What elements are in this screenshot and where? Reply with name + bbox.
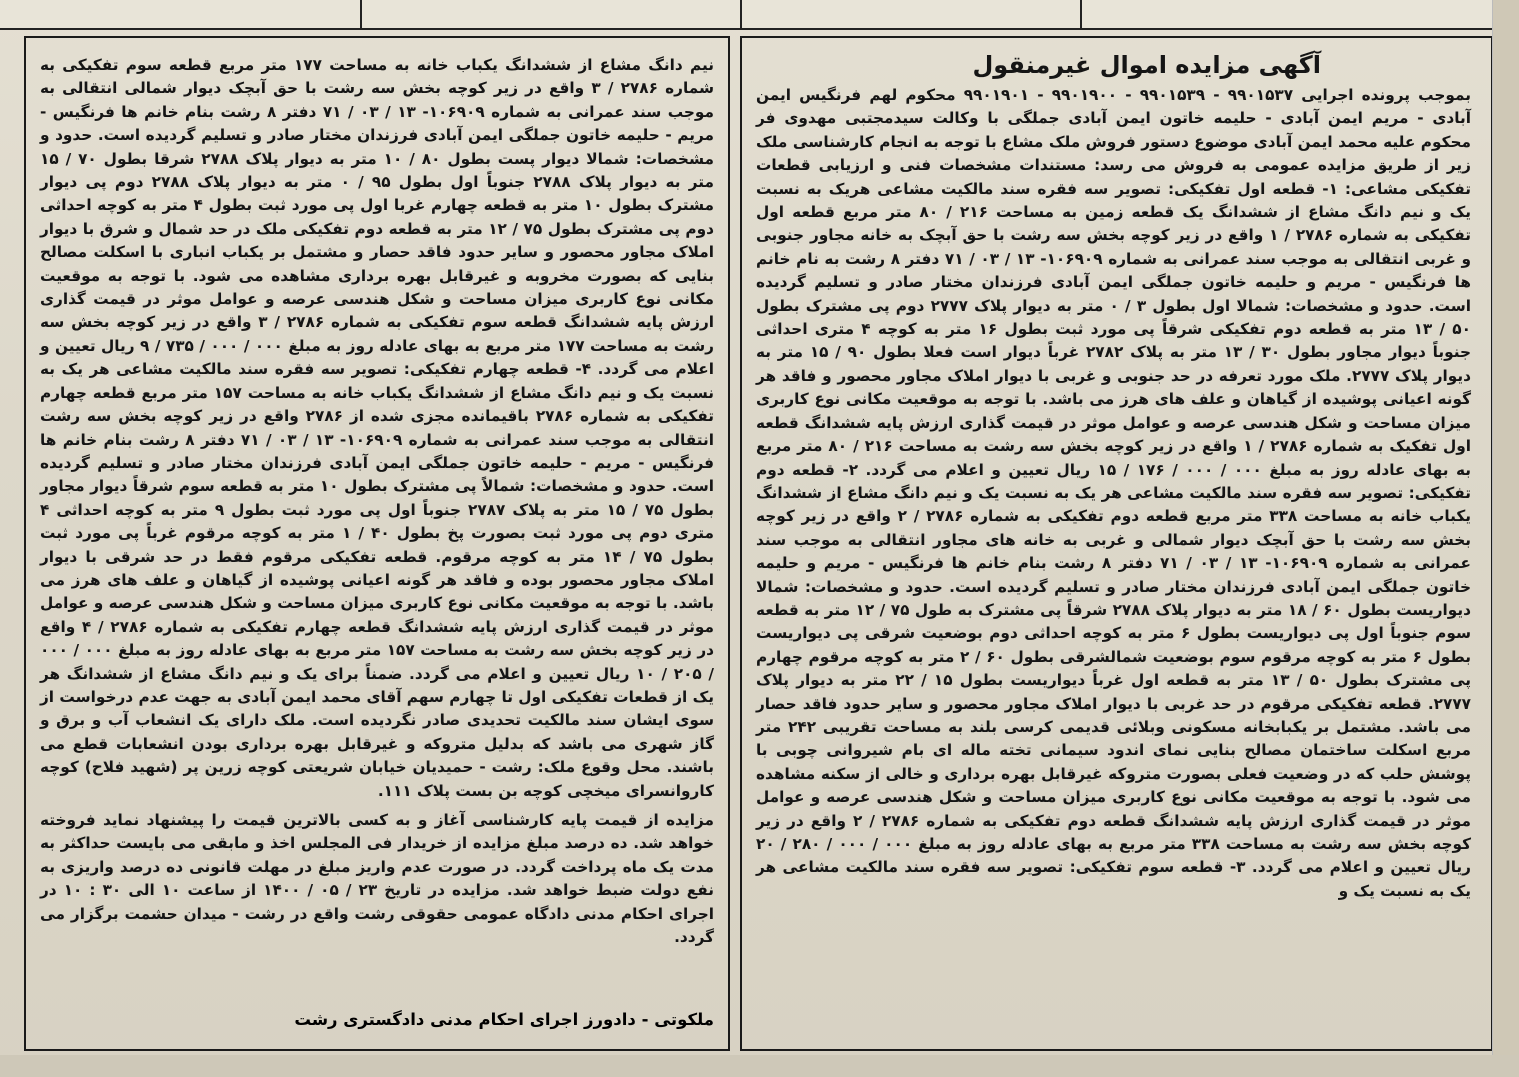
notice-title: آگهی مزایده اموال غیرمنقول (972, 51, 1321, 79)
left-column-text: نیم دانگ مشاع از ششدانگ یکباب خانه به مساحت ۱۷۷ متر مربع قطعه سوم تفکیکی به شماره ۲۷۸۶ / ۳ واقع در زیر کوچه بخش سه رشت با حق آبچک دیوار شمالی انتقالی به موجب سند عمرانی به شماره ۱۰۶۹۰۹- ۱۳ / ۰۳ / ۷۱ دفتر ۸ رشت بنام خانم ها فرنگیس - مریم - حلیمه خاتون جملگی ایمن آبادی فرزندان مختار صادر و تسلیم گردیده است. حدود و مشخصات: شمالا دیوار پست بطول ۸۰ / ۱۰ متر به دیوار پلاک ۲۷۸۸ شرقا بطول ۷۰ / ۱۵ متر به دیوار پلاک ۲۷۸۸ جنوباً اول بطول ۹۵ / ۰ متر به دیوار پلاک ۲۷۸۸ دوم پی دیوار مشترک بطول ۱۰ متر به قطعه چهارم غربا اول پی مورد ثبت بطول ۴ متر به کوچه احداثی دوم پی مشترک بطول ۷۵ / ۱۲ متر به قطعه دوم تفکیکی ملک در حد شمال و شرق با دیوار املاک مجاور محصور و سایر حدود فاقد حصار و مشتمل بر یکباب انباری با اسکلت مصالح بنایی که بصورت مخروبه و غیرقابل بهره برداری مشاهده می شود. با توجه به موقعیت مکانی نوع کاربری میزان مساحت و شکل هندسی عرصه و عوامل موثر در قیمت گذاری ارزش پایه ششدانگ قطعه سوم تفکیکی به شماره ۲۷۸۶ / ۳ واقع در زیر کوچه بخش سه رشت به مساحت ۱۷۷ متر مربع به بهای عادله روز به مبلغ ۰۰۰ / ۰۰۰ / ۷۳۵ / ۹ ریال تعیین و اعلام می گردد. ۴- قطعه چهارم تفکیکی: تصویر سه فقره سند مالکیت مشاعی هر یک به نسبت یک و نیم دانگ مشاع از ششدانگ یکباب خانه به مساحت ۱۵۷ متر مربع قطعه چهارم تفکیکی به شماره ۲۷۸۶ باقیمانده مجزی شده از ۲۷۸۶ واقع در زیر کوچه بخش سه رشت انتقالی به موجب سند عمرانی به شماره ۱۰۶۹۰۹- ۱۳ / ۰۳ / ۷۱ دفتر ۸ رشت بنام خانم ها فرنگیس - مریم - حلیمه خاتون جملگی ایمن آبادی فرزندان مختار صادر و تسلیم گردیده است. حدود و مشخصات: شمالاً پی مشترک بطول ۱۰ متر به قطعه سوم شرقاً دیوار مجاور بطول ۷۵ / ۱۵ متر به پلاک ۲۷۸۷ جنوباً اول پی مورد ثبت بطول ۹ متر به کوچه احداثی ۴ متری دوم پی مورد ثبت بصورت پخ بطول ۴۰ / ۱ متر به کوچه مرقوم غرباً پی مورد ثبت بطول ۷۵ / ۱۴ متر به کوچه مرقوم. قطعه تفکیکی مرقوم فقط در حد شرقی با دیوار املاک مجاور محصور بوده و فاقد هر گونه اعیانی پوشیده از گیاهان و علف های هرز می باشد. با توجه به موقعیت مکانی نوع کاربری میزان مساحت و شکل هندسی عرصه و عوامل موثر در قیمت گذاری ارزش پایه ششدانگ قطعه چهارم تفکیکی به شماره ۲۷۸۶ / ۴ واقع در زیر کوچه بخش سه رشت به مساحت ۱۵۷ متر مربع به بهای عادله روز به مبلغ ۰۰۰ / ۰۰۰ / ۲۰۵ / ۱۰ ریال تعیین و اعلام می گردد. ضمناً برای یک و نیم دانگ مشاع از ششدانگ هر یک از قطعات تفکیکی اول تا چهارم سهم آقای محمد ایمن آبادی به جهت عدم درخواست از سوی ایشان سند مالکیت تحدیدی صادر نگردیده است. ملک دارای یک انشعاب آب و برق و گاز شهری می باشد که بدلیل متروکه و غیرقابل بهره برداری بودن انشعابات قطع می باشند. محل وقوع ملک: رشت - حمیدیان خیابان شریعتی کوچه زرین پر (شهید فلاح) کوچه کاروانسرای میخچی کوچه بن بست پلاک ۱۱۱. (40, 56, 715, 800)
page-bottom-edge (0, 1055, 1519, 1077)
closing-text: مزایده از قیمت پایه کارشناسی آغاز و به کسی بالاترین قیمت را پیشنهاد نماید فروخته خواهد شد. ده درصد مبلغ مزایده از خریدار فی المجلس اخذ و مابقی می بایست حداکثر به مدت یک ماه پرداخت گردد. در صورت عدم واریز مبلغ در مهلت قانونی ده درصد واریزی به نفع دولت ضبط خواهد شد. مزایده در تاریخ ۲۳ / ۰۵ / ۱۴۰۰ از ساعت ۱۰ الی ۳۰ : ۱۰ در اجرای احکام مدنی دادگاه عمومی حقوقی رشت واقع در رشت - میدان حشمت برگزار می گردد. (40, 811, 714, 947)
right-column (742, 38, 1491, 1049)
right-column-text: بموجب پرونده اجرایی ۹۹۰۱۵۳۷ - ۹۹۰۱۵۳۹ - ۹۹۰۱۹۰۰ - ۹۹۰۱۹۰۱ محکوم لهم فرنگیس ایمن آبادی - مریم ایمن آبادی - حلیمه خاتون ایمن آبادی جملگی با وکالت سیدمجتبی مهدوی فر محکوم علیه محمد ایمن آبادی موضوع دستور فروش ملک مشاع با توجه به انجام کارشناسی ملک زیر از طریق مزایده عمومی به فروش می رسد: مستندات مشخصات فنی و ارزیابی قطعات تفکیکی مشاعی: ۱- قطعه اول تفکیکی: تصویر سه فقره سند مالکیت مشاعی هریک به نسبت یک و نیم دانگ مشاع از ششدانگ یک قطعه زمین به مساحت ۲۱۶ / ۸۰ متر مربع قطعه اول تفکیکی به شماره ۲۷۸۶ / ۱ واقع در زیر کوچه بخش سه رشت با حق آبچک به خانه مجاور جنوبی و غربی انتقالی به موجب سند عمرانی به شماره ۱۰۶۹۰۹- ۱۳ / ۰۳ / ۷۱ دفتر ۸ رشت به نام خانم ها فرنگیس - مریم و حلیمه خاتون جملگی ایمن آبادی فرزندان مختار صادر و تسلیم گردیده است. حدود و مشخصات: شمالا اول بطول ۳ / ۰ متر به دیوار پلاک ۲۷۷۷ دوم پی مشترک بطول ۵۰ / ۱۳ متر به قطعه دوم تفکیکی شرقاً پی مورد ثبت بطول ۱۶ متر به کوچه ۴ متری احداثی جنوباً دیوار مجاور بطول ۳۰ / ۱۳ متر به پلاک ۲۷۸۲ غرباً دیوار است فعلا بطول ۹۰ / ۱۵ متر به دیوار پلاک ۲۷۷۷. ملک مورد تعرفه در حد جنوبی و غربی با دیوار املاک مجاور محصور و فاقد هر گونه اعیانی پوشیده از گیاهان و علف های هرز می باشد. با توجه به موقعیت مکانی نوع کاربری میزان مساحت و شکل هندسی عرصه و عوامل موثر در قیمت گذاری ارزش پایه ششدانگ قطعه اول تفکیک به شماره ۲۷۸۶ / ۱ واقع در زیر کوچه بخش سه رشت به مساحت ۲۱۶ / ۸۰ متر مربع به بهای عادله روز به مبلغ ۰۰۰ / ۰۰۰ / ۱۷۶ / ۱۵ ریال تعیین و اعلام می گردد. ۲- قطعه دوم تفکیکی: تصویر سه فقره سند مالکیت مشاعی هر یک به نسبت یک و نیم دانگ مشاع از ششدانگ یکباب خانه به مساحت ۳۳۸ متر مربع قطعه دوم تفکیکی به شماره ۲۷۸۶ / ۲ واقع در زیر کوچه بخش سه رشت با حق آبچک دیوار شمالی و غربی به خانه های مجاور انتقالی به موجب سند عمرانی به شماره ۱۰۶۹۰۹- ۱۳ / ۰۳ / ۷۱ دفتر ۸ رشت بنام خانم ها فرنگیس - مریم و حلیمه خاتون جملگی ایمن آبادی فرزندان مختار صادر و تسلیم گردیده است. حدود و مشخصات: شمالا دیواریست بطول ۶۰ / ۱۸ متر به دیوار پلاک ۲۷۸۸ شرقاً پی مشترک به طول ۷۵ / ۱۲ متر به قطعه سوم جنوباً اول پی دیواریست بطول ۶ متر به کوچه احداثی دوم بوضعیت شرقی پی دیواریست بطول ۶ متر به کوچه مرقوم سوم بوضعیت شمالشرقی بطول ۶۰ / ۲ متر به کوچه مرقوم چهارم پی مشترک بطول ۵۰ / ۱۳ متر به قطعه اول غرباً دیواریست بطول ۱۵ / ۲۲ متر به دیوار پلاک ۲۷۷۷. قطعه تفکیکی مرقوم در حد غربی با دیوار املاک مجاور محصور و سایر حدود فاقد حصار می باشد. مشتمل بر یکبابخانه مسکونی وبلائی قدیمی کرسی بلند به مساحت تقریبی ۲۴۲ متر مربع اسکلت ساختمان مصالح بنایی نمای اندود سیمانی تخته ماله ای بام شیروانی چوبی با پوشش حلب که در وضعیت فعلی بصورت متروکه غیرقابل بهره برداری و خالی از سکنه مشاهده می شود. با توجه به موقعیت مکانی نوع کاربری میزان مساحت و شکل هندسی عرصه و عوامل موثر در قیمت گذاری ارزش پایه ششدانگ قطعه دوم تفکیکی به شماره ۲۷۸۶ / ۲ واقع در زیر کوچه بخش سه رشت به مساحت ۳۳۸ متر مربع به بهای عادله روز به مبلغ ۰۰۰ / ۰۰۰ / ۲۸۰ / ۲۰ ریال تعیین و اعلام می گردد. ۳- قطعه سوم تفکیکی: تصویر سه فقره سند مالکیت مشاعی هر یک به نسبت یک و (756, 86, 1471, 900)
signature: ملکوتی - دادورز اجرای احکام مدنی دادگستری رشت (294, 1010, 714, 1029)
top-divider (1080, 0, 1082, 28)
top-divider (740, 0, 742, 28)
top-divider (360, 0, 362, 28)
page-edge (1492, 0, 1519, 1077)
top-strip (0, 0, 1519, 30)
notice-left-frame (24, 36, 730, 1051)
notice-right-frame (740, 36, 1493, 1051)
left-column (26, 38, 728, 1049)
